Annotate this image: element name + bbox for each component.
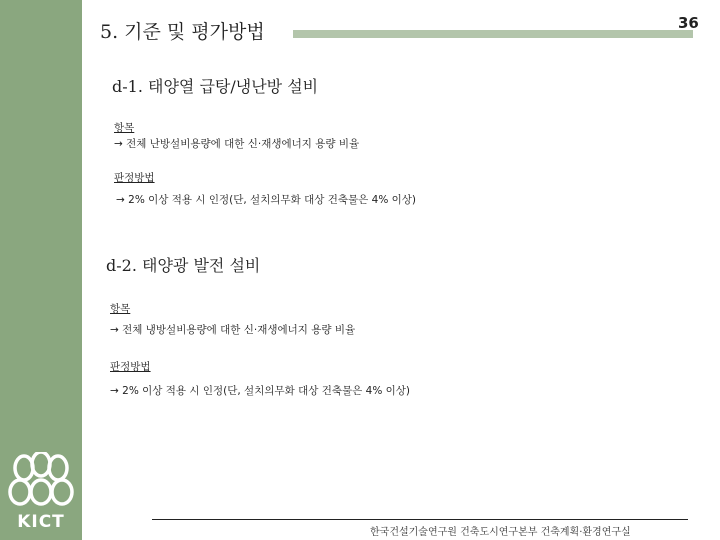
item-text-d2: → 전체 냉방설비용량에 대한 신·재생에너지 용량 비율 xyxy=(110,324,356,336)
kict-emblem-icon xyxy=(4,452,78,512)
footer-text: 한국건설기술연구원 건축도시연구본부 건축계획·환경연구실 xyxy=(370,527,631,538)
method-label-d2: 판정방법 xyxy=(110,361,151,373)
item-text-d1: → 전체 난방설비용량에 대한 신·재생에너지 용량 비율 xyxy=(114,138,360,150)
kict-logo xyxy=(4,452,78,534)
page-number: 36 xyxy=(678,14,699,32)
method-text-d2: → 2% 이상 적용 시 인정(단, 설치의무화 대상 건축물은 4% 이상) xyxy=(110,385,411,397)
sidebar-band xyxy=(0,0,82,540)
section-title-d2: d-2. 태양광 발전 설비 xyxy=(106,256,261,275)
method-text-d1: → 2% 이상 적용 시 인정(단, 설치의무화 대상 건축물은 4% 이상) xyxy=(116,194,417,206)
footer-rule xyxy=(152,519,688,520)
page-title: 5. 기준 및 평가방법 xyxy=(100,21,265,43)
method-label-d1: 판정방법 xyxy=(114,172,155,184)
item-label-d2: 항목 xyxy=(110,303,131,315)
logo-text: KICT xyxy=(17,512,65,532)
item-label-d1: 항목 xyxy=(114,122,135,134)
header-rule xyxy=(293,30,693,38)
section-title-d1: d-1. 태양열 급탕/냉난방 설비 xyxy=(112,77,319,96)
